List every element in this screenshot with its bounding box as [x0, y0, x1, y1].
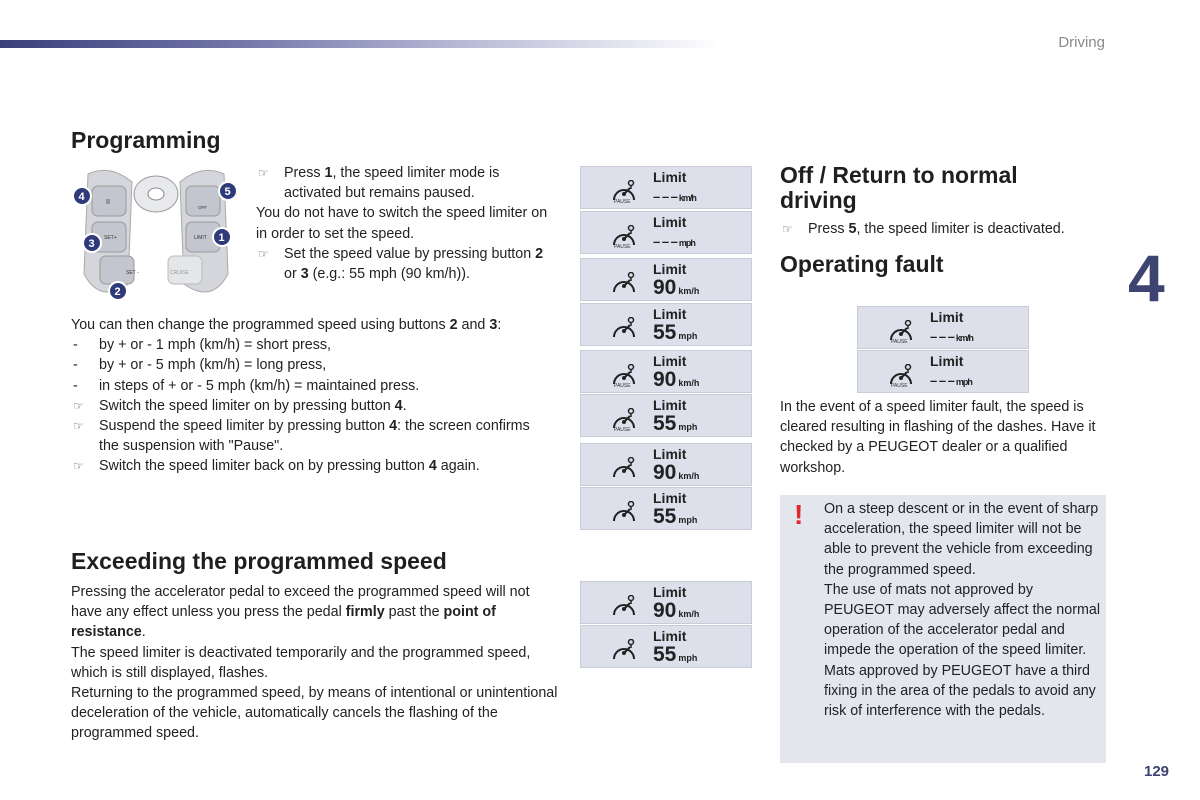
button-1-marker [213, 228, 231, 246]
limit-label: Limit [653, 584, 687, 600]
warning-icon: ! [794, 499, 804, 530]
speed-limit-display [580, 443, 752, 486]
speed-dashes: – – – mph [930, 373, 972, 388]
off-step [780, 219, 1110, 239]
speed-dashes: – – – km/h [930, 329, 973, 344]
switch-on-item: ☞ Switch the speed limiter on by pressing button 4. [71, 396, 551, 416]
exceeding-para-1: Pressing the accelerator pedal to exceed the programmed speed will not have any effect unless you press the pedal firmly past the point of resistance. [71, 584, 530, 641]
speed-limit-display [580, 394, 752, 437]
speed-limit-display [580, 303, 752, 346]
speed-limit-display [580, 258, 752, 301]
button-3-marker [83, 234, 101, 252]
warning-para-2: The use of mats not approved by PEUGEOT may adversely affect the normal operation of the accelerator pedal and impede the operation of the speed limiter. [824, 581, 1100, 659]
press-5-item: ☞ Press 5, the speed limiter is deactivated. [780, 219, 1110, 239]
speed-limit-display [580, 350, 752, 393]
warning-box [780, 495, 1106, 763]
set-plus-label: SET+ [104, 235, 117, 241]
step-press-1: ☞ Press 1, the speed limiter mode is activated but remains paused. [256, 163, 556, 203]
pause-button-label: II [106, 199, 110, 206]
limit-label: Limit [653, 214, 687, 230]
limit-label: Limit [653, 628, 687, 644]
suspend-item: ☞ Suspend the speed limiter by pressing button 4: the screen confirms the suspension with "Pause". [71, 416, 551, 456]
pause-label: PAUSE [891, 383, 908, 389]
limit-label: Limit [653, 306, 687, 322]
pause-label: PAUSE [614, 199, 631, 205]
speedometer-icon [611, 272, 637, 298]
button-2-marker [109, 282, 127, 300]
svg-text:2: 2 [114, 286, 121, 298]
speed-limit-display [580, 625, 752, 668]
speed-limit-display [580, 211, 752, 254]
speed-limit-display [580, 487, 752, 530]
speedometer-icon [611, 317, 637, 343]
section-label: Driving [1058, 34, 1105, 51]
limit-label: Limit [930, 309, 964, 325]
fault-heading: Operating fault [780, 251, 944, 277]
limit-label: Limit [653, 353, 687, 369]
button-4-marker [73, 187, 91, 205]
speed-dashes: – – – km/h [653, 189, 696, 204]
speedometer-icon [611, 457, 637, 483]
pause-label: PAUSE [614, 244, 631, 250]
maintained-press-item: - in steps of + or - 5 mph (km/h) = maintained press. [71, 376, 551, 396]
speedometer-icon [611, 595, 637, 621]
speed-value: 55 mph [653, 505, 698, 528]
pause-label: PAUSE [614, 427, 631, 433]
page-number: 129 [1144, 763, 1170, 780]
exceeding-text [71, 582, 561, 744]
speed-value: 55 mph [653, 321, 698, 344]
button-5-marker [219, 182, 237, 200]
warning-text [824, 499, 1102, 721]
speedometer-icon [611, 639, 637, 665]
speed-limit-display [580, 581, 752, 624]
off-button-label: OFF [198, 205, 207, 210]
limit-label: Limit [930, 353, 964, 369]
chapter-number: 4 [1128, 241, 1165, 315]
limit-label: Limit [653, 446, 687, 462]
exceeding-para-3: Returning to the programmed speed, by means of intentional or unintentional deceleration of the vehicle, automatically cancels the flashing of the programmed speed. [71, 685, 558, 742]
step-set-speed: ☞ Set the speed value by pressing button 2 or 3 (e.g.: 55 mph (90 km/h)). [256, 244, 556, 284]
short-press-item: - by + or - 1 mph (km/h) = short press, [71, 335, 551, 355]
limit-label: Limit [653, 490, 687, 506]
speed-value: 90 km/h [653, 461, 700, 484]
svg-text:3: 3 [88, 238, 95, 250]
change-speed-intro: You can then change the programmed speed using buttons 2 and 3: [71, 317, 502, 333]
speed-value: 90 km/h [653, 599, 700, 622]
switch-back-on-item: ☞ Switch the speed limiter back on by pressing button 4 again. [71, 456, 551, 476]
speed-value: 90 km/h [653, 276, 700, 299]
speed-limit-display [857, 306, 1029, 349]
speedometer-icon [611, 501, 637, 527]
speed-limit-display [857, 350, 1029, 393]
long-press-item: - by + or - 5 mph (km/h) = long press, [71, 355, 551, 375]
svg-text:5: 5 [224, 186, 231, 198]
cruise-label: CRUISE [170, 270, 189, 276]
svg-text:1: 1 [218, 232, 225, 244]
programming-note: You do not have to switch the speed limiter on in order to set the speed. [256, 205, 548, 242]
speed-value: 55 mph [653, 412, 698, 435]
speed-dashes: – – – mph [653, 234, 695, 249]
warning-para-1: On a steep descent or in the event of sharp acceleration, the speed limiter will not be able to prevent the vehicle from exceeding the programmed speed. [824, 501, 1099, 578]
warning-para-3: Mats approved by PEUGEOT have a third fixing in the area of the pedals to avoid any risk of interference with the pedals. [824, 662, 1096, 720]
pause-label: PAUSE [891, 339, 908, 345]
programming-details [71, 315, 551, 477]
limit-label: Limit [653, 397, 687, 413]
off-heading: Off / Return to normal driving [780, 162, 1018, 214]
steering-wheel-controls-illustration [70, 164, 242, 310]
speed-limit-display [580, 166, 752, 209]
set-minus-label: SET - [126, 270, 139, 276]
speed-value: 90 km/h [653, 368, 700, 391]
limit-label: LIMIT [194, 235, 207, 241]
header-gradient-bar [0, 40, 720, 48]
svg-text:4: 4 [78, 191, 85, 203]
exceeding-heading: Exceeding the programmed speed [71, 548, 447, 574]
limit-label: Limit [653, 261, 687, 277]
pause-label: PAUSE [614, 383, 631, 389]
speed-value: 55 mph [653, 643, 698, 666]
fault-text: In the event of a speed limiter fault, the speed is cleared resulting in flashing of the dashes. Have it checked by a PEUGEOT dealer or a qualified workshop. [780, 399, 1096, 476]
programming-steps [256, 163, 556, 284]
programming-heading: Programming [71, 127, 221, 153]
limit-label: Limit [653, 169, 687, 185]
exceeding-para-2: The speed limiter is deactivated temporarily and the programmed speed, which is still displayed, flashes. [71, 644, 531, 681]
